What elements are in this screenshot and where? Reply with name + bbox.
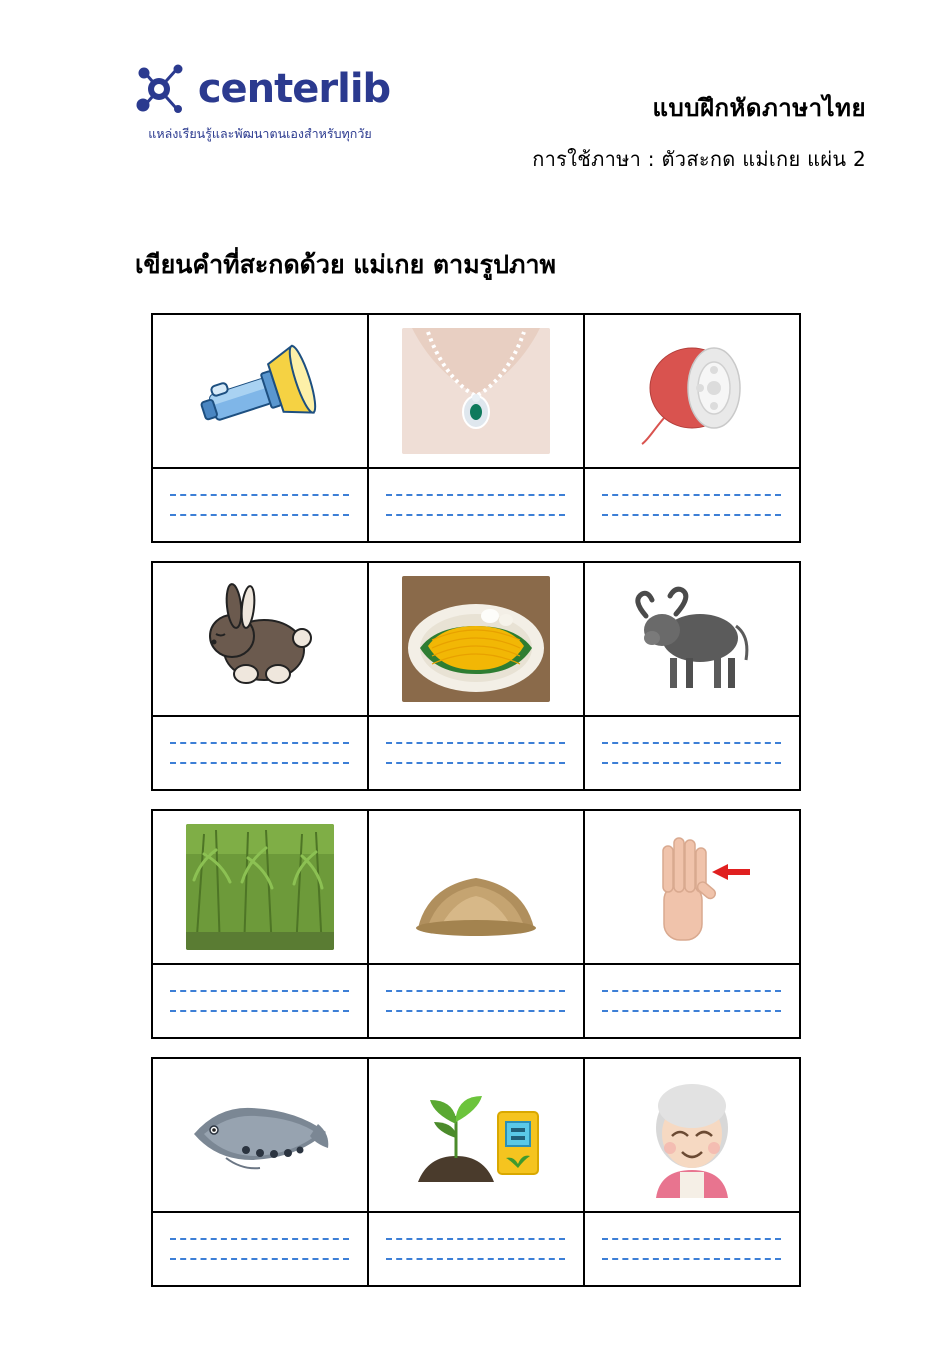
dashed-line	[170, 1258, 348, 1260]
dashed-line	[386, 762, 564, 764]
seedling-fertilizer-image	[369, 1059, 585, 1211]
dashed-line	[602, 1238, 780, 1240]
worksheet-row	[151, 1057, 801, 1287]
thread-spool-image	[585, 315, 799, 467]
necklace-image	[369, 315, 585, 467]
foi-thong-dessert-image	[369, 563, 585, 715]
rabbit-image	[153, 563, 369, 715]
molecule-logo-icon	[130, 60, 188, 118]
dashed-line	[386, 514, 564, 516]
dashed-line	[170, 514, 348, 516]
dashed-line	[602, 742, 780, 744]
worksheet-row	[151, 561, 801, 791]
worksheet-row	[151, 809, 801, 1039]
page-subtitle: การใช้ภาษา : ตัวสะกด แม่เกย แผ่น 2	[532, 147, 866, 171]
dashed-line	[170, 1238, 348, 1240]
dashed-line	[170, 494, 348, 496]
dashed-line	[602, 1010, 780, 1012]
writing-lines[interactable]	[369, 717, 585, 789]
writing-lines[interactable]	[153, 1213, 369, 1285]
dashed-line	[602, 514, 780, 516]
title-block	[532, 60, 866, 175]
page-header	[0, 0, 951, 175]
worksheet-row	[151, 313, 801, 543]
writing-lines[interactable]	[369, 965, 585, 1037]
writing-lines[interactable]	[153, 469, 369, 541]
writing-lines[interactable]	[585, 1213, 799, 1285]
grandmother-image	[585, 1059, 799, 1211]
writing-lines[interactable]	[585, 965, 799, 1037]
snakehead-fish-image	[153, 1059, 369, 1211]
writing-lines[interactable]	[369, 1213, 585, 1285]
dashed-line	[170, 742, 348, 744]
brand-logo	[110, 60, 410, 144]
dashed-line	[386, 990, 564, 992]
palm-hand-arrow-image	[585, 811, 799, 963]
brand-tagline: แหล่งเรียนรู้และพัฒนาตนเองสำหรับทุกวัย	[148, 126, 372, 141]
writing-lines[interactable]	[153, 717, 369, 789]
dashed-line	[386, 1258, 564, 1260]
writing-lines[interactable]	[585, 717, 799, 789]
dashed-line	[602, 494, 780, 496]
instruction-text: เขียนคำที่สะกดด้วย แม่เกย ตามรูปภาพ	[135, 250, 556, 279]
dashed-line	[602, 1258, 780, 1260]
worksheet-grid	[151, 313, 801, 1287]
dashed-line	[170, 1010, 348, 1012]
powder-pile-image	[369, 811, 585, 963]
writing-lines[interactable]	[369, 469, 585, 541]
writing-lines[interactable]	[585, 469, 799, 541]
dashed-line	[386, 1010, 564, 1012]
page-title: แบบฝึกหัดภาษาไทย	[652, 94, 866, 122]
brand-name: centerlib	[197, 66, 391, 112]
dashed-line	[386, 494, 564, 496]
writing-lines[interactable]	[153, 965, 369, 1037]
dashed-line	[170, 990, 348, 992]
buffalo-image	[585, 563, 799, 715]
dashed-line	[602, 990, 780, 992]
sugarcane-field-image	[153, 811, 369, 963]
flashlight-image	[153, 315, 369, 467]
dashed-line	[602, 762, 780, 764]
dashed-line	[386, 742, 564, 744]
dashed-line	[386, 1238, 564, 1240]
dashed-line	[170, 762, 348, 764]
